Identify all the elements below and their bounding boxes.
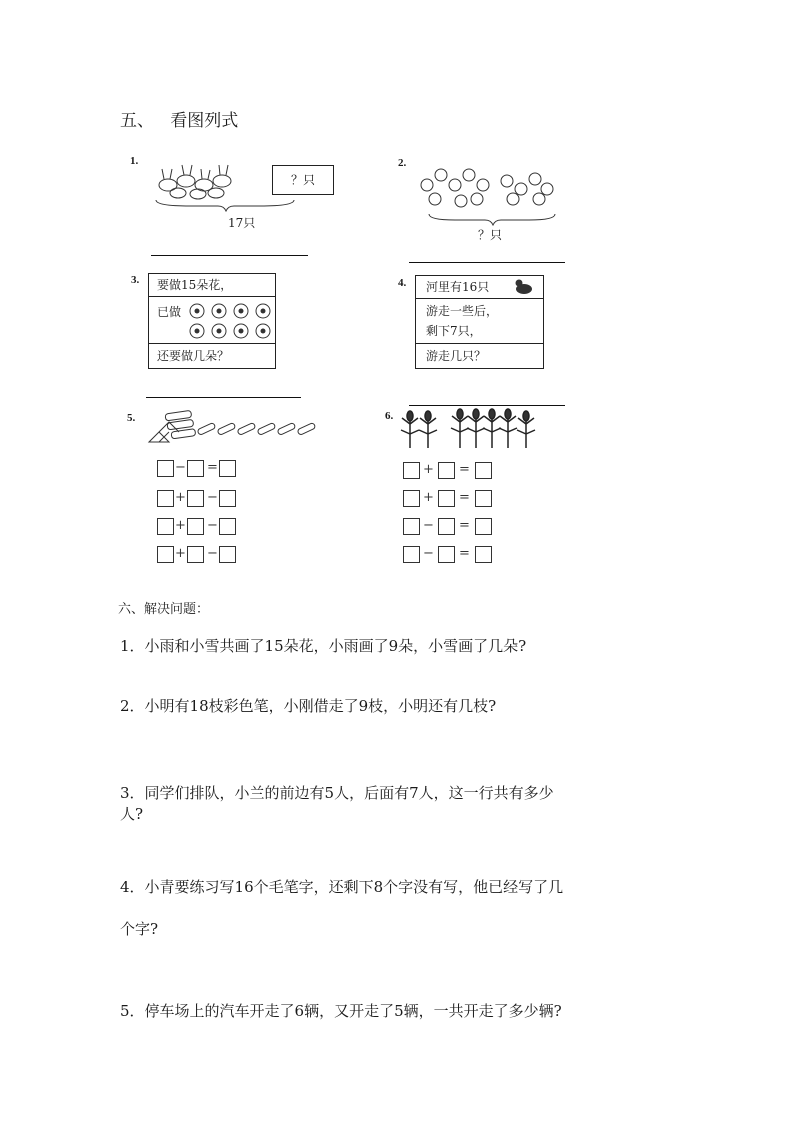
answer-box[interactable] [219,460,236,477]
bracket-2 [425,212,560,226]
problem-2-number: 2. [398,157,407,169]
operator: − [175,460,186,475]
operator: − [207,490,218,505]
duck-icon [513,278,535,296]
operator: + [175,518,186,533]
answer-box[interactable] [438,462,455,479]
flower-question-text: 还要做几朵？ [149,343,275,368]
question-3-continued: 人? [120,805,144,823]
answer-box[interactable] [219,546,236,563]
operator: − [207,518,218,533]
question-1: 1．小雨和小雪共画了15朵花，小雨画了9朵，小雪画了几朵? [120,637,527,655]
answer-line-2 [409,262,565,263]
answer-box[interactable] [475,518,492,535]
answer-line-3 [146,397,301,398]
total-label: 17只 [228,216,256,230]
answer-box[interactable] [157,460,174,477]
ducks-swim-away-text: 游走一些后， [426,304,499,318]
question-5: 5．停车场上的汽车开走了6辆，又开走了5辆，一共开走了多少辆? [120,1002,562,1020]
flower-done-text: 已做 [157,305,182,319]
chicks-illustration [415,155,560,215]
answer-box[interactable] [187,546,204,563]
operator: + [175,490,186,505]
question-2: 2．小明有18枝彩色笔，小刚借走了9枝，小明还有几枝? [120,697,497,715]
answer-line-4 [409,405,565,406]
answer-line-1 [151,255,308,256]
problem-5-number: 5. [127,412,136,424]
problem-5-equations [157,460,257,580]
flower-problem-box [148,273,276,369]
operator: − [423,518,434,533]
answer-box[interactable] [187,460,204,477]
answer-box[interactable] [403,490,420,507]
section-five-title: 五、 看图列式 [120,111,239,131]
answer-box[interactable] [157,490,174,507]
problem-3-number: 3. [131,274,140,286]
answer-box[interactable] [403,518,420,535]
operator: + [423,490,434,505]
answer-box[interactable] [438,546,455,563]
answer-box[interactable] [403,546,420,563]
flowers-illustration [185,299,275,343]
answer-box[interactable] [475,546,492,563]
question-4: 4．小青要练习写16个毛笔字，还剩下8个字没有写，他已经写了几 [120,878,564,896]
operator: + [423,462,434,477]
bracket-1 [150,198,300,212]
problem-6-number: 6. [385,410,394,422]
operator: + [175,546,186,561]
answer-box[interactable] [438,518,455,535]
answer-box[interactable] [157,518,174,535]
ducks-problem-box [415,275,544,369]
question-4-continued: 个字? [120,920,159,938]
answer-box[interactable] [403,462,420,479]
operator: = [459,546,470,561]
answer-box[interactable] [475,490,492,507]
ducks-question-text: 游走几只？ [416,343,543,368]
operator: = [207,460,218,475]
ducks-total-text: 河里有16只 [426,280,490,294]
section-six-title: 六、解决问题： [118,602,210,617]
problem-1-number: 1. [130,155,139,167]
unknown-count-label: ？只 [290,173,315,187]
operator: − [207,546,218,561]
answer-box[interactable] [475,462,492,479]
problem-6-equations [403,462,503,582]
operator: − [423,546,434,561]
flower-goal-text: 要做15朵花， [157,278,233,292]
unknown-count-box [272,165,334,195]
operator: = [459,518,470,533]
answer-box[interactable] [219,490,236,507]
answer-box[interactable] [219,518,236,535]
problem-4-number: 4. [398,277,407,289]
answer-box[interactable] [187,490,204,507]
operator: = [459,490,470,505]
answer-box[interactable] [157,546,174,563]
answer-box[interactable] [438,490,455,507]
sticks-illustration [145,408,330,448]
question-3: 3．同学们排队，小兰的前边有5人，后面有7人，这一行共有多少 [120,784,554,802]
operator: = [459,462,470,477]
answer-box[interactable] [187,518,204,535]
ducks-remaining-text: 剩下7只， [426,324,482,338]
corn-plants-illustration [398,408,546,450]
unknown-count-label-2: ？只 [478,228,503,242]
